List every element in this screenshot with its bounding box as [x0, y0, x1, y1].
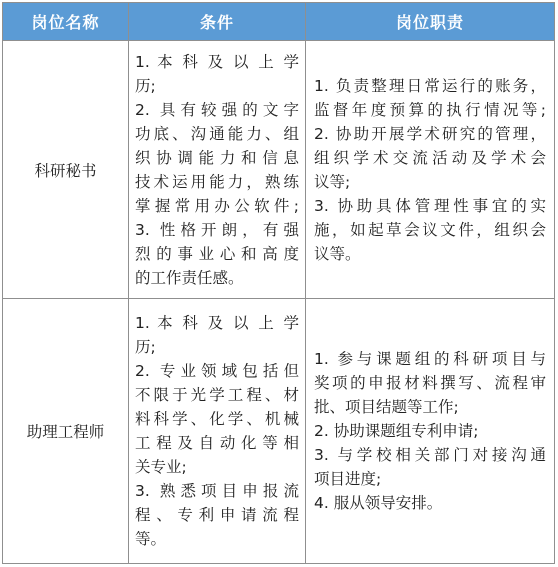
condition-line: 历;	[135, 338, 156, 357]
duty-line: 议等。	[314, 244, 361, 263]
conditions-cell	[129, 299, 306, 564]
table-row	[3, 299, 555, 564]
condition-line: 历;	[135, 76, 156, 95]
condition-line: 料科学、化学、机械	[135, 410, 299, 429]
condition-line: 程、专利申请流程	[135, 506, 299, 525]
condition-line: 等。	[135, 530, 167, 549]
duty-line: 组织学术交流活动及学术会	[314, 148, 546, 167]
condition-line: 3. 性格开朗，有强	[135, 220, 299, 239]
condition-line: 1. 本 科 及 以 上 学	[135, 52, 299, 71]
table-row	[3, 41, 555, 299]
table-header-row	[3, 3, 555, 41]
conditions-cell	[129, 41, 306, 299]
condition-line: 关专业;	[135, 458, 187, 477]
duty-line: 项目进度;	[314, 470, 382, 489]
duties-cell	[306, 41, 555, 299]
duty-line: 奖项的申报材料撰写、流程审	[314, 374, 546, 393]
duty-line: 4. 服从领导安排。	[314, 494, 443, 513]
duty-line: 议等;	[314, 172, 351, 191]
duty-line: 3. 与学校相关部门对接沟通	[314, 446, 546, 465]
condition-line: 掌握常用办公软件;	[135, 196, 299, 215]
condition-line: 3. 熟悉项目申报流	[135, 482, 299, 501]
header-position-name: 岗位名称	[3, 3, 129, 41]
position-cell: 助理工程师	[3, 299, 129, 564]
duty-line: 监督年度预算的执行情况等;	[314, 100, 546, 119]
job-table	[2, 2, 555, 564]
duty-line: 1. 负责整理日常运行的账务，	[314, 76, 546, 95]
condition-line: 1. 本 科 及 以 上 学	[135, 314, 299, 333]
condition-line: 2. 具有较强的文字	[135, 100, 299, 119]
condition-line: 功底、沟通能力、组	[135, 124, 299, 143]
duty-line: 施，如起草会议文件，组织会	[314, 220, 546, 239]
duty-line: 3. 协助具体管理性事宜的实	[314, 196, 546, 215]
condition-line: 烈的事业心和高度	[135, 244, 299, 263]
duty-line: 2. 协助课题组专利申请;	[314, 422, 479, 441]
condition-line: 不限于光学工程、材	[135, 386, 299, 405]
position-cell: 科研秘书	[3, 41, 129, 299]
condition-line: 技术运用能力，熟练	[135, 172, 299, 191]
header-conditions: 条件	[129, 3, 306, 41]
duty-line: 2. 协助开展学术研究的管理，	[314, 124, 546, 143]
condition-line: 2. 专业领域包括但	[135, 362, 299, 381]
duty-line: 批、项目结题等工作;	[314, 398, 459, 417]
condition-line: 工程及自动化等相	[135, 434, 299, 453]
condition-line: 织协调能力和信息	[135, 148, 299, 167]
header-duties: 岗位职责	[306, 3, 555, 41]
condition-line: 的工作责任感。	[135, 268, 244, 287]
duties-cell	[306, 299, 555, 564]
duty-line: 1. 参与课题组的科研项目与	[314, 350, 546, 369]
